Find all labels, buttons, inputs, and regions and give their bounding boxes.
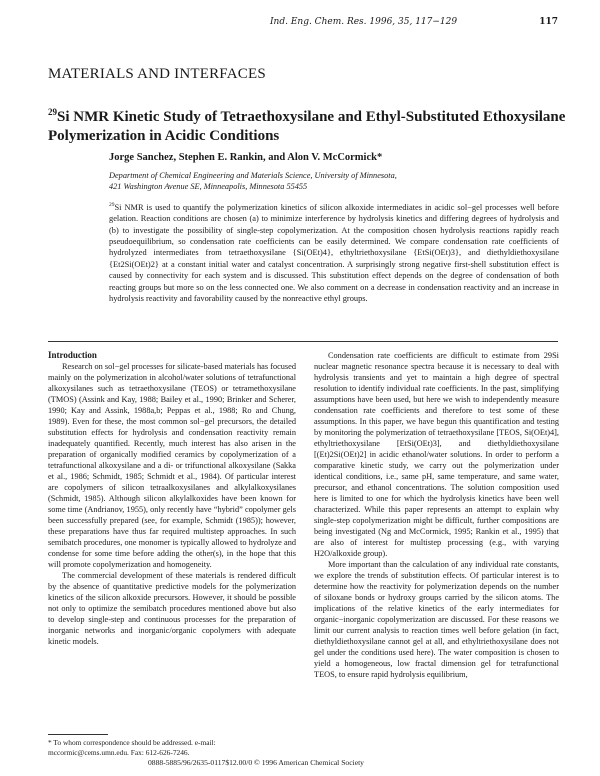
body-paragraph: The commercial development of these materials is rendered difficult by the absence of quantitative predictive models for the polymerization kinetics of the silicon alkoxide precursors. However, it should be possible not only to optimize the semibatch procedures mentioned above but also to develop single-step and continuous processes for the preparation of inorganic networks and inorganic/organic copolymers with adequate kinetic models. bbox=[48, 571, 296, 646]
page-number: 117 bbox=[539, 17, 558, 27]
affiliation bbox=[109, 170, 559, 192]
body-paragraph: Condensation rate coefficients are difficult to estimate from 29Si nuclear magnetic resonance spectra because it is necessary to deal with hydrolysis transients and yet to maintain a high degree of spectral resolution to identify individual rate coefficients. In the past, simplifying assumptions have been used, but here we wish to independently measure condensation rate coefficients and therefore to test some of these assumptions. In this paper, we have begun this quantification and testing by monitoring the polymerization of tetraethoxysilane [TEOS, Si(OEt)4], ethyltriethoxysilane [EtSi(OEt)3], and diethyldiethoxysilane [(Et)2Si(OEt)2] in acidic ethanol/water solutions. In order to perform a comparative kinetic study, we carry out the polymerization under identical conditions, i.e., same pH, same temperature, and same water, precursor, and ethanol concentrations. The solution composition used here is limited to one for which the hydrolysis kinetics have been well characterized. While this paper represents an attempt to explain why single-step copolymerization might be difficult, further compositions are being investigated (Ng and McCormick, 1995; Rankin et al., 1995) that are also of interest for multistep processing (e.g., with varying H2O/alkoxide group). bbox=[314, 351, 559, 558]
title-text: Si NMR Kinetic Study of Tetraethoxysilane and Ethyl-Substituted Ethoxysilane Polymerization in Acidic Conditions bbox=[48, 109, 566, 144]
article-title bbox=[48, 103, 568, 146]
introduction-heading: Introduction bbox=[48, 350, 97, 360]
affiliation-line: 421 Washington Avenue SE, Minneapolis, Minnesota 55455 bbox=[109, 182, 308, 191]
section-label: MATERIALS AND INTERFACES bbox=[48, 66, 266, 82]
abstract-isotope: 29 bbox=[109, 202, 115, 208]
correspondence-footnote: * To whom correspondence should be addressed. e-mail: mccormic@cems.umn.edu. Fax: 612-626-7246. bbox=[48, 738, 216, 757]
abstract bbox=[109, 200, 559, 304]
running-head: Ind. Eng. Chem. Res. 1996, 35, 117−129 bbox=[270, 17, 458, 27]
body-paragraph: Research on sol−gel processes for silicate-based materials has focused mainly on the polymerization in alcohol/water solutions of tetrafunctional alkoxysilanes such as tetraethoxysilane (TEOS) or tetramethoxysilane (TMOS) (Assink and Kay, 1988; Bailey et al., 1990; Brinker and Scherer, 1990; Kay and Assink, 1988a,b; Peppas et al., 1988; Ro and Chung, 1989). Even for these, the most common sol−gel precursors, the detailed substitution effects for hydrolysis and condensation reactivity remain inadequately quantified. Recently, much interest has also arisen in the preparation of organically modified ceramics by copolymerization of a tetrafunctional alkoxysilane and a di- or trifunctional alkoxysilane (Sakka et al., 1986; Schmidt, 1985; Schmidt et al., 1984). Of particular interest are copolymers of silicon tetraalkoxysilanes and alkylalkoxysilanes (Schmidt, 1985). Although silicon alkylalkoxides have been known for some time (Andrianov, 1955), only recently have “hybrid” copolymer gels been successfully prepared (see, for example, Schmidt (1985)); however, these preparations have thus far required multistep approaches. In such semibatch procedures, one monomer is typically allowed to hydrolyze and condense for some time before adding the other(s), in the hope that this will promote copolymerization and homogeneity. bbox=[48, 362, 296, 569]
left-column bbox=[48, 350, 296, 647]
abstract-text: Si NMR is used to quantify the polymerization kinetics of silicon alkoxide intermediates in acidic sol−gel processes well before gelation. Reaction conditions are chosen (a) to minimize interference by hydrolysis kinetics and differing degrees of hydrolysis and (b) to investigate the possibility of single-step copolymerization. At the composition chosen hydrolysis reactions rapidly reach pseudoequilibrium, so condensation rate coefficients can be easily determined. We compare condensation rate coefficients of hydrolyzed intermediates from tetraethoxysilane {Si(OEt)4}, ethyltriethoxysilane {EtSi(OEt)3}, and diethyldiethoxysilane {Et2Si(OEt)2} at a constant initial water and catalyst concentration. A surprisingly strong negative first-shell substitution effect is caused by connectivity for each system and is discussed. This substitution effect depends on the degree of condensation of both reacting groups but more so on the less connected one. We also comment on a decrease in condensation reactivity and an increase in hydrolysis reactivity and favorability caused by the nonreactive ethyl groups. bbox=[109, 202, 559, 304]
abstract-divider bbox=[48, 341, 558, 342]
body-paragraph: More important than the calculation of any individual rate constants, we explore the trends of substitution effects. Of particular interest is to determine how the reactivity for polymerization depends on the number of siloxane bonds or hydroxy groups carried by the silicon atoms. The implications of the relative kinetics of the early intermediates for organic−inorganic copolymerization are discussed. For these reasons we limit our current analysis to reaction times well before gelation (in fact, diethyldiethoxysilane cannot gel at all, and ethyltriethoxysilane does not gel under the conditions used here). The water composition is chosen to yield a homogeneous, low fractal dimension gel for tetrafunctional TEOS, to ensure rapid hydrolysis equilibrium, bbox=[314, 560, 559, 679]
title-isotope: 29 bbox=[48, 107, 57, 117]
right-column bbox=[314, 350, 559, 680]
affiliation-line: Department of Chemical Engineering and Materials Science, University of Minnesota, bbox=[109, 171, 397, 180]
footnote-divider bbox=[48, 734, 108, 735]
author-list: Jorge Sanchez, Stephen E. Rankin, and Alon V. McCormick* bbox=[109, 152, 383, 163]
copyright-line: 0888-5885/96/2635-0117$12.00/0 © 1996 American Chemical Society bbox=[148, 758, 364, 767]
